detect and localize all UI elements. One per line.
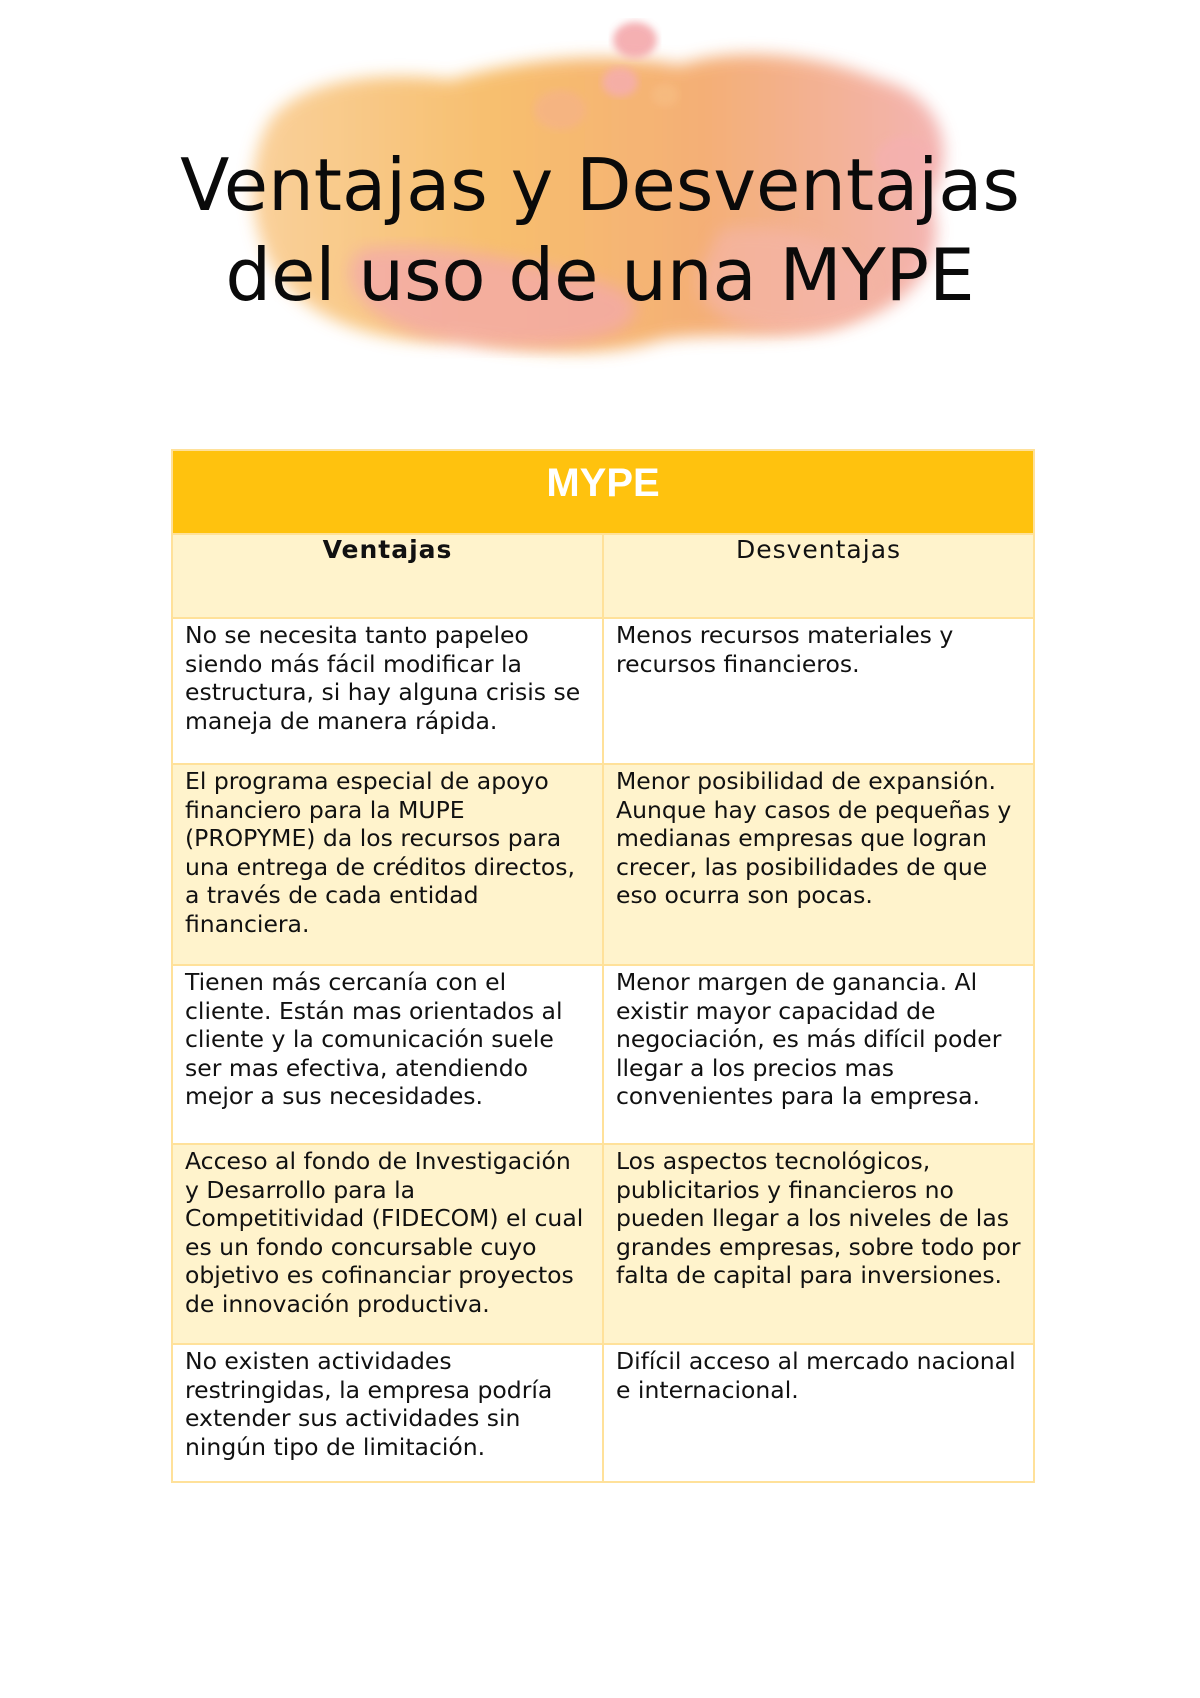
header-disadvantages: Desventajas [603,534,1034,618]
table-row [172,1144,1034,1344]
title-line-2: del uso de una MYPE [225,233,975,317]
advantages-disadvantages-table [171,449,1035,1483]
table-row [172,965,1034,1144]
advantage-cell: Tienen más cercanía con el cliente. Están mas orientados al cliente y la comunicación suele ser mas efectiva, atendiendo mejor a sus necesidades. [172,965,603,1144]
advantage-cell: Acceso al fondo de Investigación y Desarrollo para la Competitividad (FIDECOM) el cual es un fondo concursable cuyo objetivo es cofinanciar proyectos de innovación productiva. [172,1144,603,1344]
disadvantage-cell: Difícil acceso al mercado nacional e internacional. [603,1344,1034,1482]
disadvantage-cell: Los aspectos tecnológicos, publicitarios y financieros no pueden llegar a los niveles de las grandes empresas, sobre todo por falta de capital para inversiones. [603,1144,1034,1344]
disadvantage-cell: Menor margen de ganancia. Al existir mayor capacidad de negociación, es más difícil poder llegar a los precios mas convenientes para la empresa. [603,965,1034,1144]
page-title [0,140,1200,320]
title-line-1: Ventajas y Desventajas [180,143,1020,227]
disadvantage-cell: Menor posibilidad de expansión. Aunque hay casos de pequeñas y medianas empresas que logran crecer, las posibilidades de que eso ocurra son pocas. [603,764,1034,965]
table-header-row [172,534,1034,618]
table-caption-row [172,450,1034,534]
table-caption [172,450,1034,534]
table-caption-text: MYPE [546,461,660,505]
header-advantages: Ventajas [172,534,603,618]
advantage-cell: No existen actividades restringidas, la empresa podría extender sus actividades sin ningún tipo de limitación. [172,1344,603,1482]
advantage-cell: El programa especial de apoyo financiero para la MUPE (PROPYME) da los recursos para una entrega de créditos directos, a través de cada entidad financiera. [172,764,603,965]
advantage-cell: No se necesita tanto papeleo siendo más fácil modificar la estructura, si hay alguna crisis se maneja de manera rápida. [172,618,603,764]
table-row [172,1344,1034,1482]
disadvantage-cell: Menos recursos materiales y recursos financieros. [603,618,1034,764]
table-row [172,618,1034,764]
table-row [172,764,1034,965]
